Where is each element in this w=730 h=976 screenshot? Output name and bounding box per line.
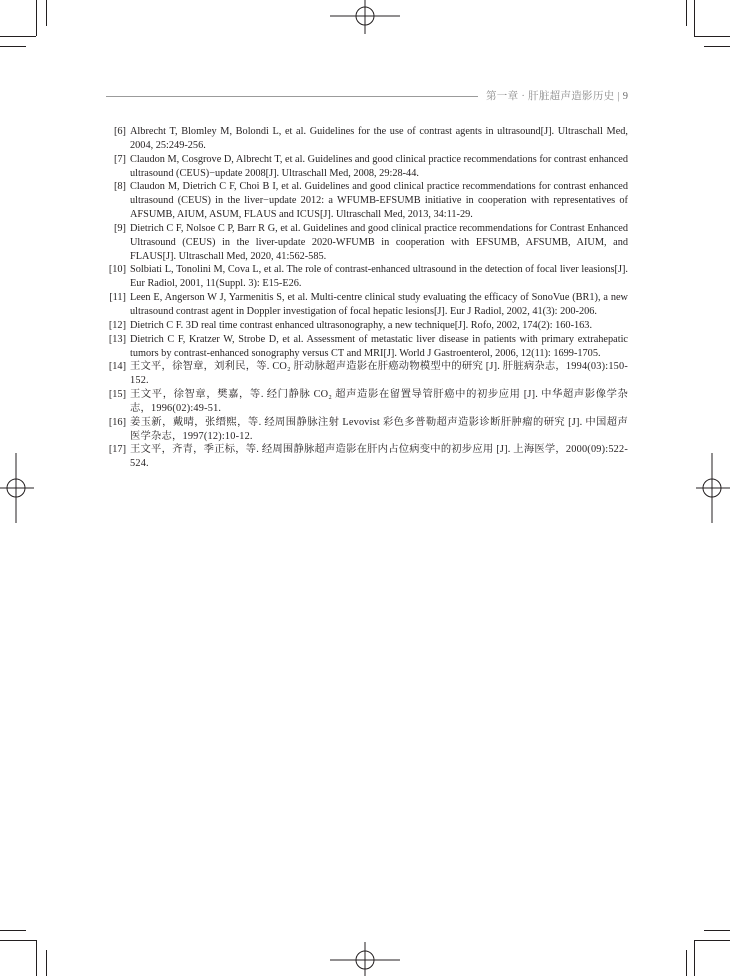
reference-item xyxy=(102,333,628,361)
registration-mark-right xyxy=(696,453,730,523)
crop-mark xyxy=(46,0,47,26)
crop-mark xyxy=(694,0,695,36)
reference-number: [17] xyxy=(108,444,126,456)
reference-number: [11] xyxy=(109,292,126,304)
reference-text: 姜玉新，戴晴，张缙熙，等. 经周围静脉注射 Levovist 彩色多普勒超声造影诊断肝肿瘤的研究 [J]. 中国超声医学杂志，1997(12):10-12. xyxy=(130,416,628,442)
reference-number: [13] xyxy=(108,333,126,345)
registration-mark-top xyxy=(330,0,400,34)
reference-item xyxy=(102,388,628,416)
crop-mark xyxy=(686,950,687,976)
reference-item xyxy=(102,180,628,222)
crop-mark xyxy=(704,46,730,47)
reference-item xyxy=(102,125,628,153)
registration-mark-bottom xyxy=(330,942,400,976)
reference-item xyxy=(102,291,628,319)
reference-item xyxy=(102,360,628,388)
crop-mark xyxy=(36,0,37,36)
reference-item xyxy=(102,222,628,264)
crop-mark xyxy=(694,36,730,37)
reference-text: 王文平，齐青，季正标，等. 经周围静脉超声造影在肝内占位病变中的初步应用 [J]. 上海医学，2000(09):522-524. xyxy=(130,444,628,470)
header-separator: | xyxy=(617,91,620,102)
reference-number: [9] xyxy=(113,222,126,234)
crop-mark xyxy=(0,46,26,47)
crop-mark xyxy=(0,940,36,941)
reference-text: Claudon M, Cosgrove D, Albrecht T, et al. Guidelines and good clinical practice recommendations for contrast enhanced ultrasound (CEUS)−update 2008[J]. Ultraschall Med, 2008, 29:28-44. xyxy=(130,153,628,179)
header-text xyxy=(486,88,628,103)
reference-text: Leen E, Angerson W J, Yarmenitis S, et al. Multi-centre clinical study evaluating the efficacy of SonoVue (BR1), a new ultrasound contrast agent in Doppler investigation of focal hepatic lesions[J]. Eur J Radiol, 2002, 41(3): 200-206. xyxy=(130,292,628,317)
chapter-title: 第一章 · 肝脏超声造影历史 xyxy=(486,91,615,102)
crop-mark xyxy=(694,940,695,976)
running-header xyxy=(106,88,629,104)
reference-text: Albrecht T, Blomley M, Bolondi L, et al. Guidelines for the use of contrast agents in ultrasound[J]. Ultraschall Med, 2004, 25:249-256. xyxy=(130,126,628,151)
reference-number: [10] xyxy=(108,264,126,276)
reference-text: 王文平，徐智章，刘利民，等. CO₂ 肝动脉超声造影在肝癌动物模型中的研究 [J]. 肝脏病杂志，1994(03):150-152. xyxy=(130,361,628,387)
reference-number: [12] xyxy=(108,319,126,331)
crop-mark xyxy=(694,940,730,941)
reference-text: Dietrich C F, Nolsoe C P, Barr R G, et al. Guidelines and good clinical practice recommendations for Contrast Enhanced Ultrasound (CEUS) in the liver-update 2020-WFUMB in cooperation with EFSUMB, AFSUMB, AIUM, and FLAUS[J]. Ultraschall Med, 2020, 41:562-585. xyxy=(130,222,628,262)
registration-mark-left xyxy=(0,453,34,523)
reference-number: [7] xyxy=(113,153,126,165)
reference-text: Claudon M, Dietrich C F, Choi B I, et al. Guidelines and good clinical practice recommendations for contrast enhanced ultrasound (CEUS) in the liver−update 2012: a WFUMB-EFSUMB initiative in cooperation with representatives of AFSUMB, AIUM, ASUM, FLAUS and ICUS[J]. Ultraschall Med, 2013, 34:11-29. xyxy=(130,181,628,221)
reference-text: Dietrich C F. 3D real time contrast enhanced ultrasonography, a new technique[J]. Rofo, 2002, 174(2): 160-163. xyxy=(130,319,593,331)
crop-mark xyxy=(36,940,37,976)
reference-number: [16] xyxy=(108,416,126,428)
crop-mark xyxy=(46,950,47,976)
reference-item xyxy=(102,319,628,333)
reference-text: Solbiati L, Tonolini M, Cova L, et al. The role of contrast-enhanced ultrasound in the detection of focal liver leasions[J]. Eur Radiol, 2001, 11(Suppl. 3): E15-E26. xyxy=(130,264,628,290)
reference-number: [15] xyxy=(108,389,126,401)
page-number: 9 xyxy=(622,91,629,102)
reference-item xyxy=(102,263,628,291)
reference-number: [14] xyxy=(108,361,126,373)
crop-mark xyxy=(0,36,36,37)
reference-text: 王文平，徐智章，樊嘉，等. 经门静脉 CO₂ 超声造影在留置导管肝癌中的初步应用 [J]. 中华超声影像学杂志，1996(02):49-51. xyxy=(130,389,628,414)
crop-mark xyxy=(686,0,687,26)
crop-mark xyxy=(704,930,730,931)
reference-number: [8] xyxy=(113,181,126,193)
crop-mark xyxy=(0,930,26,931)
header-rule xyxy=(106,96,478,97)
reference-item xyxy=(102,416,628,444)
reference-list xyxy=(102,125,628,471)
reference-number: [6] xyxy=(113,126,126,137)
reference-item xyxy=(102,443,628,471)
reference-text: Dietrich C F, Kratzer W, Strobe D, et al. Assessment of metastatic liver disease in patients with primary extrahepatic tumors by contrast-enhanced sonography versus CT and MRI[J]. World J Gastroenterol, 2006, 12(11): 1699-1705. xyxy=(130,333,628,359)
reference-item xyxy=(102,153,628,181)
